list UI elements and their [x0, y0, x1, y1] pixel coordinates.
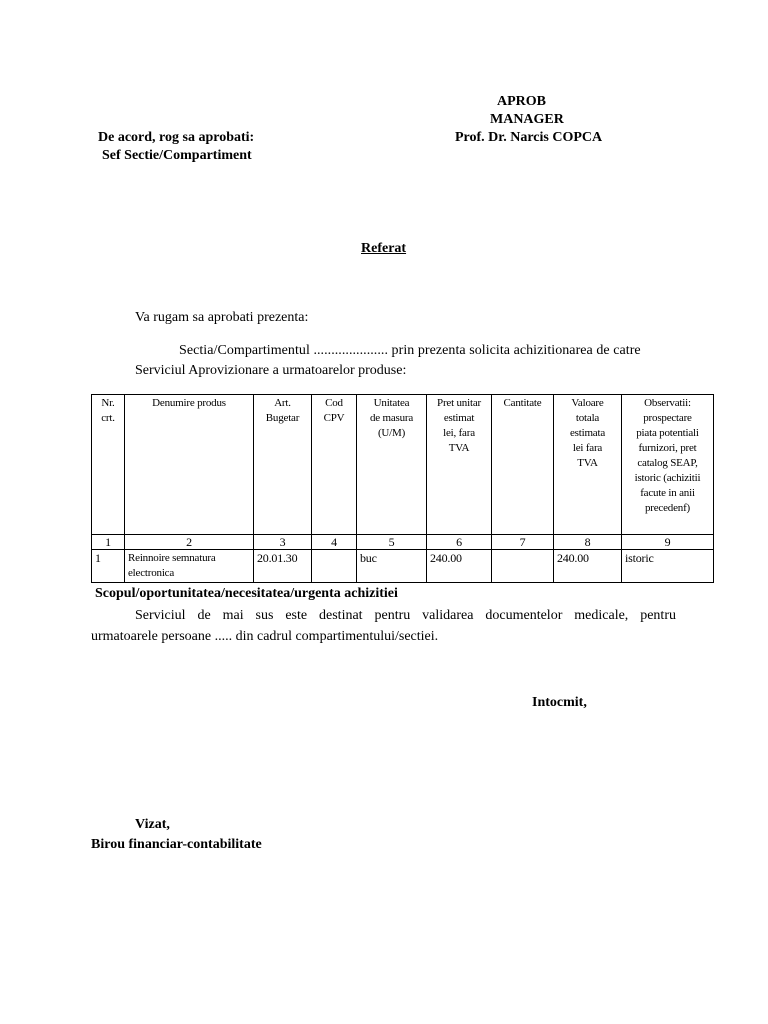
table-header-cell	[554, 395, 622, 535]
chief-label: Sef Sectie/Compartiment	[102, 148, 252, 163]
table-column-number: 1	[92, 535, 125, 550]
table-header-line: estimata	[569, 427, 606, 439]
table-header-line: catalog SEAP,	[637, 457, 698, 469]
table-header-cell	[622, 395, 714, 535]
table-column-number: 7	[492, 535, 554, 550]
table-header-line: Denumire produs	[152, 397, 226, 409]
department-label: Birou financiar-contabilitate	[91, 837, 262, 852]
table-header-line: Cod	[325, 397, 343, 409]
table-column-number: 3	[254, 535, 312, 550]
table-header-line: Nr.	[101, 397, 115, 409]
table-header-line: Pret unitar	[437, 397, 481, 409]
table-header-line: Valoare	[571, 397, 604, 409]
request-line-1: Sectia/Compartimentul ..................... prin prezenta solicita achizitionarea de catre	[179, 343, 641, 358]
purpose-line-2: urmatoarele persoane ..... din cadrul compartimentului/sectiei.	[91, 629, 439, 644]
intro-text: Va rugam sa aprobati prezenta:	[135, 310, 309, 325]
table-cell: buc	[357, 550, 427, 583]
approval-label: APROB	[497, 94, 546, 109]
table-cell: 240.00	[427, 550, 492, 583]
table-header-line: Unitatea	[373, 397, 410, 409]
table-header-line: Art.	[274, 397, 291, 409]
table-header-line: facute in anii	[640, 487, 695, 499]
table-header-line: Bugetar	[265, 412, 300, 424]
table-header-line: crt.	[101, 412, 115, 424]
table-header-line: Observatii:	[644, 397, 691, 409]
table-cell: 1	[92, 550, 125, 583]
table-header-line: istoric (achizitii	[634, 472, 701, 484]
table-header-line: Cantitate	[503, 397, 542, 409]
purpose-line-1: Serviciul de mai sus este destinat pentru validarea documentelor medicale, pentru	[135, 608, 676, 623]
agreement-label: De acord, rog sa aprobati:	[98, 130, 255, 145]
table-column-number: 6	[427, 535, 492, 550]
table-header-line: TVA	[448, 442, 470, 454]
purpose-heading: Scopul/oportunitatea/necesitatea/urgenta achizitiei	[95, 586, 398, 601]
table-header-line: lei, fara	[443, 427, 475, 439]
prepared-by-label: Intocmit,	[532, 695, 587, 710]
request-line-2: Serviciul Aprovizionare a urmatoarelor produse:	[135, 363, 407, 378]
table-header-cell	[312, 395, 357, 535]
table-header-cell	[125, 395, 254, 535]
table-header-line: totala	[575, 412, 600, 424]
table-row	[92, 550, 714, 583]
table-header-line: (U/M)	[377, 427, 406, 439]
products-table	[91, 394, 714, 583]
table-cell	[312, 550, 357, 583]
table-header-line: TVA	[577, 457, 598, 469]
table-header-line: CPV	[323, 412, 345, 424]
table-header-line: de masura	[369, 412, 414, 424]
table-header-cell	[92, 395, 125, 535]
table-header-line: estimat	[443, 412, 475, 424]
table-header-line: prospectare	[643, 412, 692, 424]
table-cell	[492, 550, 554, 583]
document-title: Referat	[361, 241, 407, 256]
table-cell: 240.00	[554, 550, 622, 583]
table-header-cell	[492, 395, 554, 535]
table-header-cell	[357, 395, 427, 535]
table-column-number: 4	[312, 535, 357, 550]
table-cell: istoric	[622, 550, 714, 583]
table-header-cell	[254, 395, 312, 535]
table-column-number: 9	[622, 535, 714, 550]
table-column-number: 5	[357, 535, 427, 550]
table-header-line: precedenf)	[644, 502, 691, 514]
table-column-number: 2	[125, 535, 254, 550]
table-header-cell	[427, 395, 492, 535]
table-number-row	[92, 535, 714, 550]
manager-label: MANAGER	[490, 112, 564, 127]
table-header-line: lei fara	[572, 442, 603, 454]
table-header-line: piata potentiali	[636, 427, 699, 439]
table-cell: Reinnoire semnatura electronica	[125, 550, 254, 583]
table-column-number: 8	[554, 535, 622, 550]
table-cell: 20.01.30	[254, 550, 312, 583]
endorsed-label: Vizat,	[135, 817, 170, 832]
manager-name: Prof. Dr. Narcis COPCA	[455, 130, 603, 145]
table-header-row	[92, 395, 714, 535]
table-header-line: furnizori, pret	[638, 442, 697, 454]
